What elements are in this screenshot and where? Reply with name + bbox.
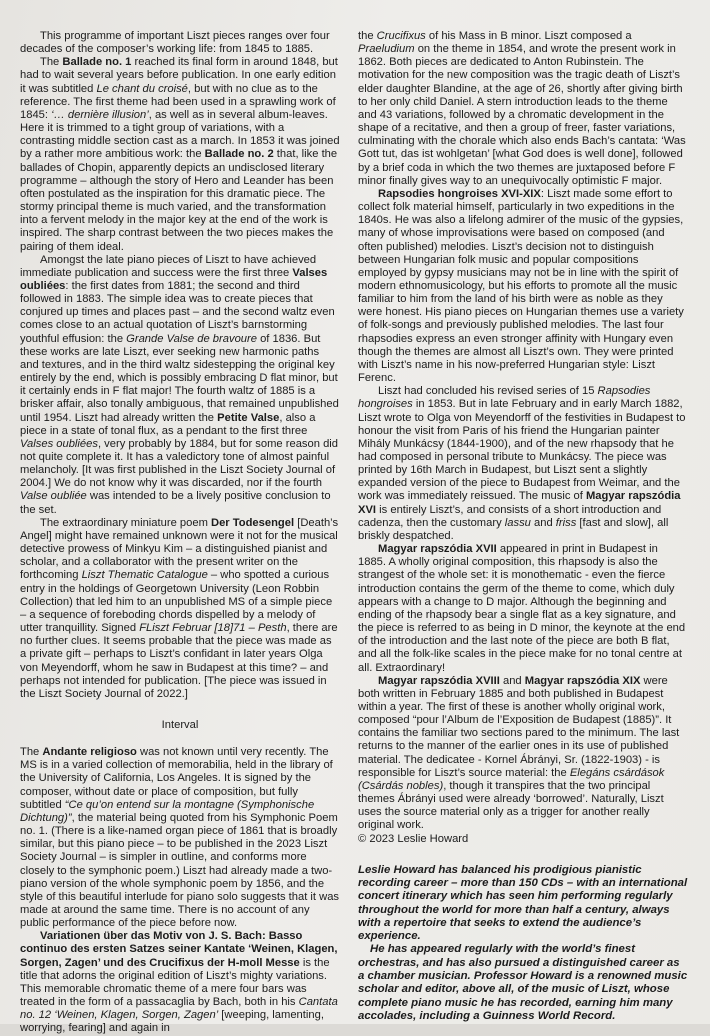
text-run: was intended to be a lively positive conclusion to the set. <box>20 490 331 516</box>
text-run: lassu <box>504 516 531 529</box>
text-run: , but with no clue as to the reference. The first theme had been used in a sprawling work of 1845: <box>20 82 336 121</box>
text-run: Praeludium <box>358 43 415 56</box>
text-run: is entirely Liszt’s, and consists of a short introduction and cadenza, then the customary <box>358 503 662 529</box>
text-run: Cantata no. 12 ‘Weinen, Klagen, Sorgen, Zagen’ <box>20 996 338 1022</box>
andante-religioso-paragraph <box>20 746 340 930</box>
text-run: Ballade no. 2 <box>204 148 274 161</box>
text-run: of his Mass in B minor. Liszt composed a <box>425 30 632 42</box>
text-run: [fast and slow], all briskly despatched. <box>358 516 669 542</box>
rhapsody-xvii-paragraph <box>358 543 688 675</box>
right-column <box>358 30 688 1023</box>
bach-variations-continued-paragraph <box>358 30 688 188</box>
text-run: [Death’s Angel] might have remained unknown were it not for the musical detective prowess of Minkyu Kim – a distinguished pianist and scholar, and a collaborator with the present writer on the forthcoming <box>20 516 339 582</box>
text-run: that, like the ballades of Chopin, apparently depicts an undisclosed literary programme – although the story of Hero and Leander has been often postulated as the inspiration for this dramatic piece. The stormy principal theme is much varied, and the transformation into a fervent melody in the major key at the end of the work is inspired. The sharp contrast between the two pieces makes the pairing of them ideal. <box>20 148 338 253</box>
performer-biography <box>358 864 688 1024</box>
text-run: , the material being quoted from his Symphonic Poem no. 1. (There is a like-named organ piece of 1861 that is broadly similar, but this piano piece – to be published in the 2023 Liszt Society Journal – is simpler in outline, and conforms more closely to the symphonic poem.) Liszt had already made a two-piano version of the whole symphonic poem by 1856, and the style of this beautiful interlude for piano solo suggests that it was made at around the same time. There is no account of any public performance of the piece before now. <box>20 811 340 930</box>
text-run: Magyar rapszódia XVIII <box>378 674 500 687</box>
text-run: – who spotted a curious entry in the holdings of Georgetown University (Leon Robbin Collection) that led him to an unpublished MS of a simple piece – a sequence of foreboding chords dispelled by a melody of utter tranquillity. Signed <box>20 569 333 635</box>
copyright-signature: © 2023 Leslie Howard <box>358 832 469 845</box>
biography-paragraph-2: He has appeared regularly with the world’s finest orchestras, and has also pursued a distinguished career as a chamber musician. Professor Howard is a renowned music scholar and editor, above all, of the music of Liszt, whose complete piano music he has recorded, earning him many accolades, including a Guinness World Record. <box>358 943 688 1022</box>
text-run: Crucifixus <box>376 30 426 42</box>
rhapsody-xvi-paragraph <box>358 385 688 543</box>
left-column <box>20 30 340 1036</box>
text-run: friss <box>555 516 577 529</box>
text-run: of 1836. But these works are late Liszt, ever seeking new harmonic paths and textures, and in the third waltz sidestepping the original key entirely by the end, which is possibly embracing D flat minor, but it certainly ends in F flat major! The fourth waltz of 1885 is a brisker affair, also tonally ambiguous, that remained unpublished until 1954. Liszt had already written the <box>20 332 339 424</box>
biography-paragraph-1: Leslie Howard has balanced his prodigious pianistic recording career – more than 150 CDs – with an international concert itinerary which has seen him performing regularly throughout the world for more than half a century, always with a repertoire that seeks to extend the audience’s experience. <box>358 863 688 943</box>
text-run: : Liszt made some effort to collect folk material himself, particularly in two expeditions in the 1840s. He was also a lifelong admirer of the music of the gypsies, many of whose improvisations were based on composed (and often published) melodies. Liszt’s decision not to distinguish between Hungarian folk music and popular compositions employed by gypsy musicians may not be in line with the spirit of modern ethnomusicology, but his efforts to promote all the music familiar to him from the land of his birth were as noble as they were honest. His piano pieces on Hungarian themes use a variety of folk-songs and previously published melodies. The last four rhapsodies express an even stronger affinity with Hungary even though the themes are almost all Liszt’s own. They were printed with Liszt’s name in his now-preferred Hungarian style: Liszt Ferenc. <box>358 187 684 385</box>
text-run: in 1853. But in late February and in early March 1882, Liszt wrote to Olga von Meyendorff of the festivities in Budapest to honour the visit from Paris of his friend the Hungarian painter Mihály Munkácsy (1844-1900), and of the new rhapsody that he had composed in personal tribute to Munkácsy. The piece was printed by 16th March in Budapest, but Liszt sent a slightly expanded version of the piece to Budapest from Weimar, and the work was immediately reissued. The music of <box>358 398 686 503</box>
text-run: ‘… dernière illusion’ <box>51 108 149 121</box>
text-run: FLiszt Februar [18]71 – Pesth <box>139 622 287 635</box>
text-run: This programme of important Liszt pieces ranges over four decades of the composer’s working life: from 1845 to 1885. <box>20 30 330 56</box>
text-run: Der Todesengel <box>211 516 295 529</box>
text-run: The <box>20 746 43 759</box>
text-run: Magyar rapszódia XVI <box>358 490 681 516</box>
text-run: was not known until very recently. The MS is in a varied collection of memorabilia, held in the library of the University of California, Los Angeles. It is signed by the composer, without date or place of composition, but fully subtitled <box>20 746 333 811</box>
valses-oubliees-paragraph <box>20 254 340 517</box>
text-run: , though it transpires that the two principal themes Ábrányi used were already ‘borrowed’. Naturally, Liszt uses the source material only as a trigger for another really original work. <box>358 779 664 832</box>
text-run: , also a piece in a state of tonal flux, as a pendant to the first three <box>20 411 316 437</box>
text-run: Magyar rapszódia XIX <box>524 674 641 687</box>
text-run: Magyar rapszódia XVII <box>378 543 497 556</box>
text-run: is the title that adorns the original edition of Liszt’s mighty variations. This memorable chromatic theme of a mere four bars was treated in the form of a passacaglia by Bach, both in his <box>20 956 330 1009</box>
rhapsodies-xviii-xix-paragraph <box>358 675 688 833</box>
todesengel-paragraph <box>20 517 340 701</box>
text-run: Valses oubliées <box>20 437 98 450</box>
text-run: Ballade no. 1 <box>62 56 132 69</box>
text-run: The extraordinary miniature poem <box>40 516 211 529</box>
text-run: the <box>358 30 377 42</box>
ballades-paragraph <box>20 56 340 253</box>
text-run: were both written in February 1885 and both published in Budapest within a year. The first of these is another wholly original work, composed “pour l’Album de l’Exposition de Budapest (1885)”. It contains the familiar two sections pared to the minimum. The last returns to the manner of the earlier ones in its use of published material. The dedicatee - Kornel Ábrányi, Sr. (1822-1903) - is responsible for Liszt’s source material: the <box>358 674 680 779</box>
bach-variations-paragraph <box>20 930 340 1035</box>
text-run: reached its final form in around 1848, but had to wait several years before publication. In one early edition it was subtitled <box>20 56 338 95</box>
text-run: Valse oubliée <box>20 490 87 503</box>
text-run: Amongst the late piano pieces of Liszt to have achieved immediate publication and success were the first three <box>20 253 317 279</box>
text-run: Liszt Thematic Catalogue <box>81 569 208 582</box>
text-run: and <box>499 674 525 687</box>
text-run: on the theme in 1854, and wrote the present work in 1862. Both pieces are dedicated to Anton Rubinstein. The motivation for the new composition was the tragic death of Liszt’s elder daughter Blandine, at the age of 26, shortly after giving birth to her only child Daniel. A stern introduction leads to the theme and 43 variations, followed by a chromatic development in the shape of a recitative, and then a group of freer, faster variations, culminating with the chorale which also ends Bach’s cantata: ‘Was Gott tut, das ist wohlgetan’ [what God does is well done], followed by a brief coda in which the two themes are juxtaposed before F minor finally gives way to an unequivocally optimistic F major. <box>358 43 686 187</box>
text-run: appeared in print in Budapest in 1885. A wholly original composition, this rhapsody is also the strangest of the whole set: it is monothematic - even the fierce introduction contains the germ of the theme to come, which duly appears with a change to D major. Although the beginning and ending of the rhapsody bear a single flat as a key signature, and the piece is referred to as being in D minor, the keynote at the end of the introduction and the last note of the piece are both B flat, and all the folk-like scales in the piece make for no tonal centre at all. Extraordinary! <box>358 543 686 674</box>
text-run: and <box>530 516 556 529</box>
text-run: , there are no further clues. It seems probable that the piece was made as a private gift – perhaps to Liszt’s confidant in later years Olga von Meyendorff, whom he saw in Budapest at this time? – and perhaps not intended for publication. [The piece was issued in the Liszt Society Journal of 2022.] <box>20 622 338 700</box>
text-run: The <box>40 56 63 69</box>
text-run: Le chant du croisé <box>96 82 188 95</box>
interval-heading: Interval <box>161 718 199 731</box>
text-run: Variationen über das Motiv von J. S. Bach: Basso continuo des ersten Satzes seiner Kantate ‘Weinen, Klagen, Sorgen, Zagen’ und des Crucifixus der H-moll Messe <box>20 930 338 969</box>
text-run: : the first dates from 1881; the second and third followed in 1883. The simple idea was to create pieces that conjured up times and places past – and the second waltz even comes close to an actual quotation of Liszt’s barnstorming youthful effusion: the <box>20 279 335 345</box>
text-run: Andante religioso <box>42 746 137 759</box>
text-run: Grande Valse de bravoure <box>126 332 257 345</box>
text-run: Liszt had concluded his revised series of 15 <box>378 385 598 398</box>
intro-paragraph <box>20 30 340 56</box>
text-run: , as well as in several album-leaves. Here it is trimmed to a tight group of variations, with a contrasting middle section cast as a march. In 1853 it was joined by a rather more ambitious work: the <box>20 108 340 161</box>
text-run: Rapsodies hongroises <box>358 385 651 411</box>
text-run: Petite Valse <box>217 411 280 424</box>
text-run: Elegáns csárdások (Csárdás nobles) <box>358 766 665 792</box>
text-run: Rapsodies hongroises XVI-XIX <box>378 187 541 200</box>
text-run: , very probably by 1884, but for some reason did not quite complete it. It has a valedictory tone of almost painful melancholy. [It was first published in the Liszt Society Journal of 2004.] We do not know why it was discarded, nor if the fourth <box>20 437 338 490</box>
text-run: “Ce qu’on entend sur la montagne (Symphonische Dichtung)” <box>20 798 315 824</box>
text-run: [weeping, lamenting, worrying, fearing] and again in <box>20 1009 324 1035</box>
rhapsodies-paragraph <box>358 188 688 385</box>
text-run: Valses oubliées <box>20 266 328 292</box>
